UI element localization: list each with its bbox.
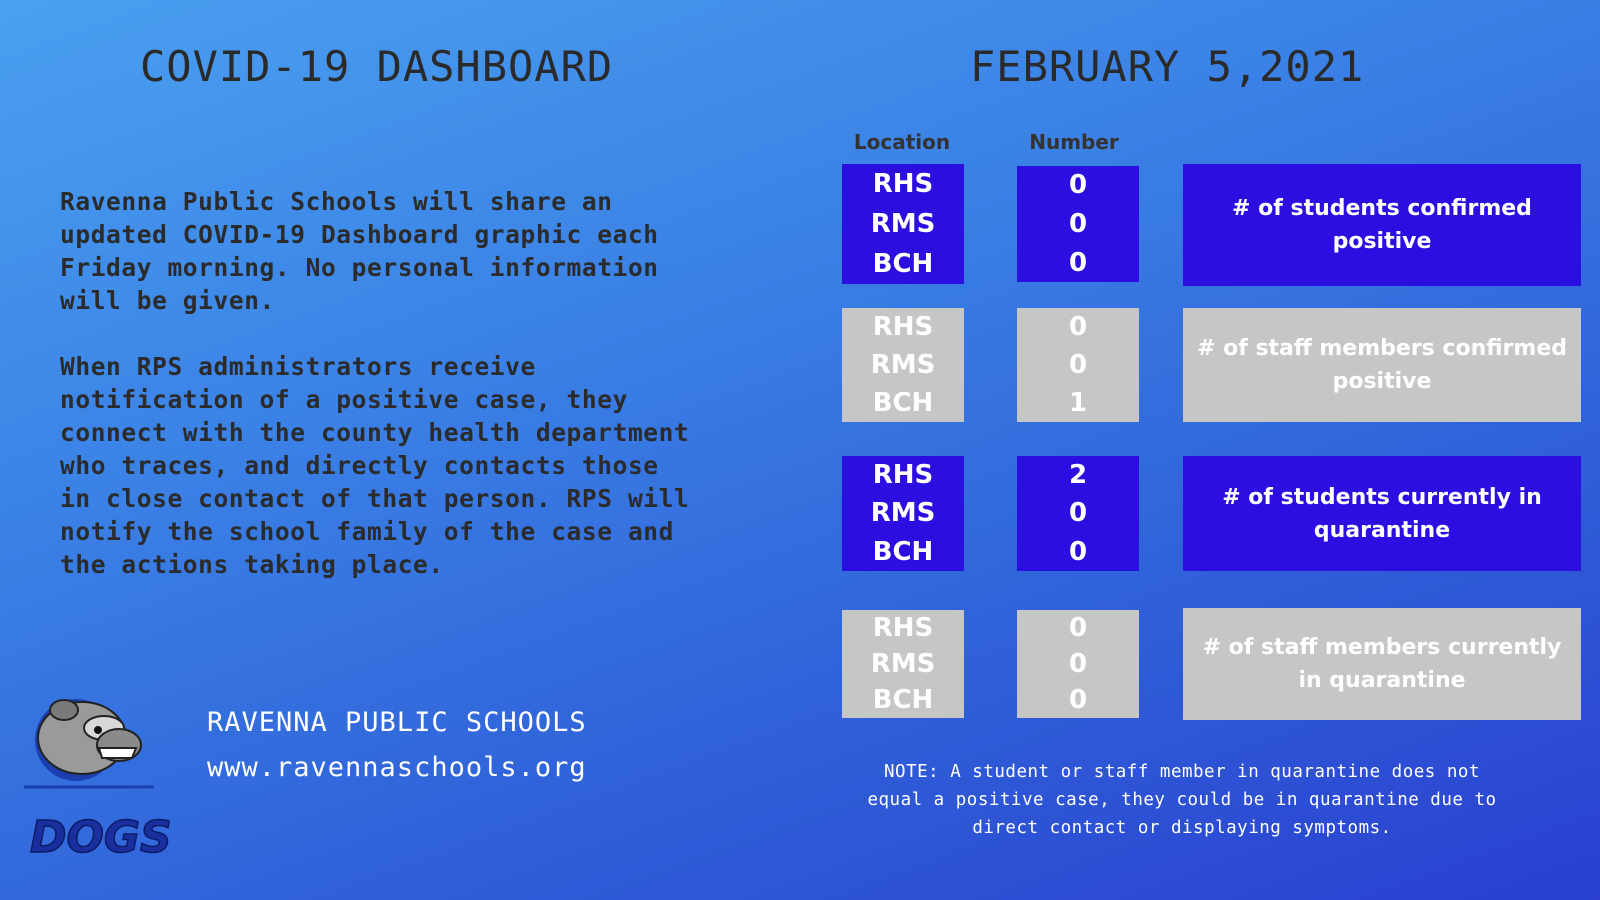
description-staff-confirmed: # of staff members confirmed positive	[1183, 308, 1581, 422]
location-label: RMS	[870, 649, 936, 679]
location-label: RHS	[872, 312, 934, 342]
number-cell-group-2	[1017, 308, 1139, 422]
count-value: 0	[1068, 247, 1088, 278]
website-link[interactable]: www.ravennaschools.org	[207, 752, 587, 783]
school-name: RAVENNA PUBLIC SCHOOLS	[207, 707, 587, 738]
location-label: BCH	[872, 388, 934, 418]
number-cell-group-3	[1017, 456, 1139, 571]
location-label: RMS	[870, 209, 936, 239]
date-title: FEBRUARY 5,2021	[970, 42, 1365, 91]
count-value: 0	[1068, 498, 1088, 529]
quarantine-note: NOTE: A student or staff member in quarantine does not equal a positive case, they could be in quarantine due to direct contact or displaying symptoms.	[867, 762, 1497, 838]
location-cell-group-1	[842, 164, 964, 284]
location-label: RHS	[872, 460, 934, 491]
bulldog-logo	[24, 690, 172, 890]
count-value: 1	[1068, 388, 1088, 418]
description-staff-quarantine: # of staff members currently in quarantine	[1183, 608, 1581, 720]
location-label: BCH	[872, 249, 934, 279]
count-value: 0	[1068, 208, 1088, 239]
count-value: 0	[1068, 350, 1088, 380]
logo-wordmark: DOGS	[30, 812, 172, 863]
intro-paragraph-1: Ravenna Public Schools will share an updated COVID-19 Dashboard graphic each Friday morning. No personal information will be given.	[60, 187, 659, 315]
dashboard-title: COVID-19 DASHBOARD	[140, 42, 614, 91]
location-cell-group-3	[842, 456, 964, 571]
count-value: 0	[1068, 536, 1088, 567]
location-column-header: Location	[853, 130, 951, 154]
count-value: 0	[1068, 170, 1088, 201]
location-label: BCH	[872, 685, 934, 715]
location-label: BCH	[872, 536, 934, 567]
location-label: RMS	[870, 350, 936, 380]
count-value: 0	[1068, 312, 1088, 342]
count-value: 2	[1068, 460, 1088, 491]
location-label: RMS	[870, 498, 936, 529]
count-value: 0	[1068, 685, 1088, 715]
number-cell-group-1	[1017, 166, 1139, 282]
number-column-header: Number	[1029, 130, 1119, 154]
location-label: RHS	[872, 613, 934, 643]
number-cell-group-4	[1017, 610, 1139, 718]
description-students-quarantine: # of students currently in quarantine	[1183, 456, 1581, 571]
location-cell-group-2	[842, 308, 964, 422]
location-cell-group-4	[842, 610, 964, 718]
intro-paragraph-2: When RPS administrators receive notification of a positive case, they connect with the county health department who traces, and directly contacts those in close contact of that person. RPS will notify the school family of the case and the actions taking place.	[60, 352, 690, 579]
location-label: RHS	[872, 169, 934, 199]
description-students-confirmed: # of students confirmed positive	[1183, 164, 1581, 286]
count-value: 0	[1068, 649, 1088, 679]
count-value: 0	[1068, 613, 1088, 643]
